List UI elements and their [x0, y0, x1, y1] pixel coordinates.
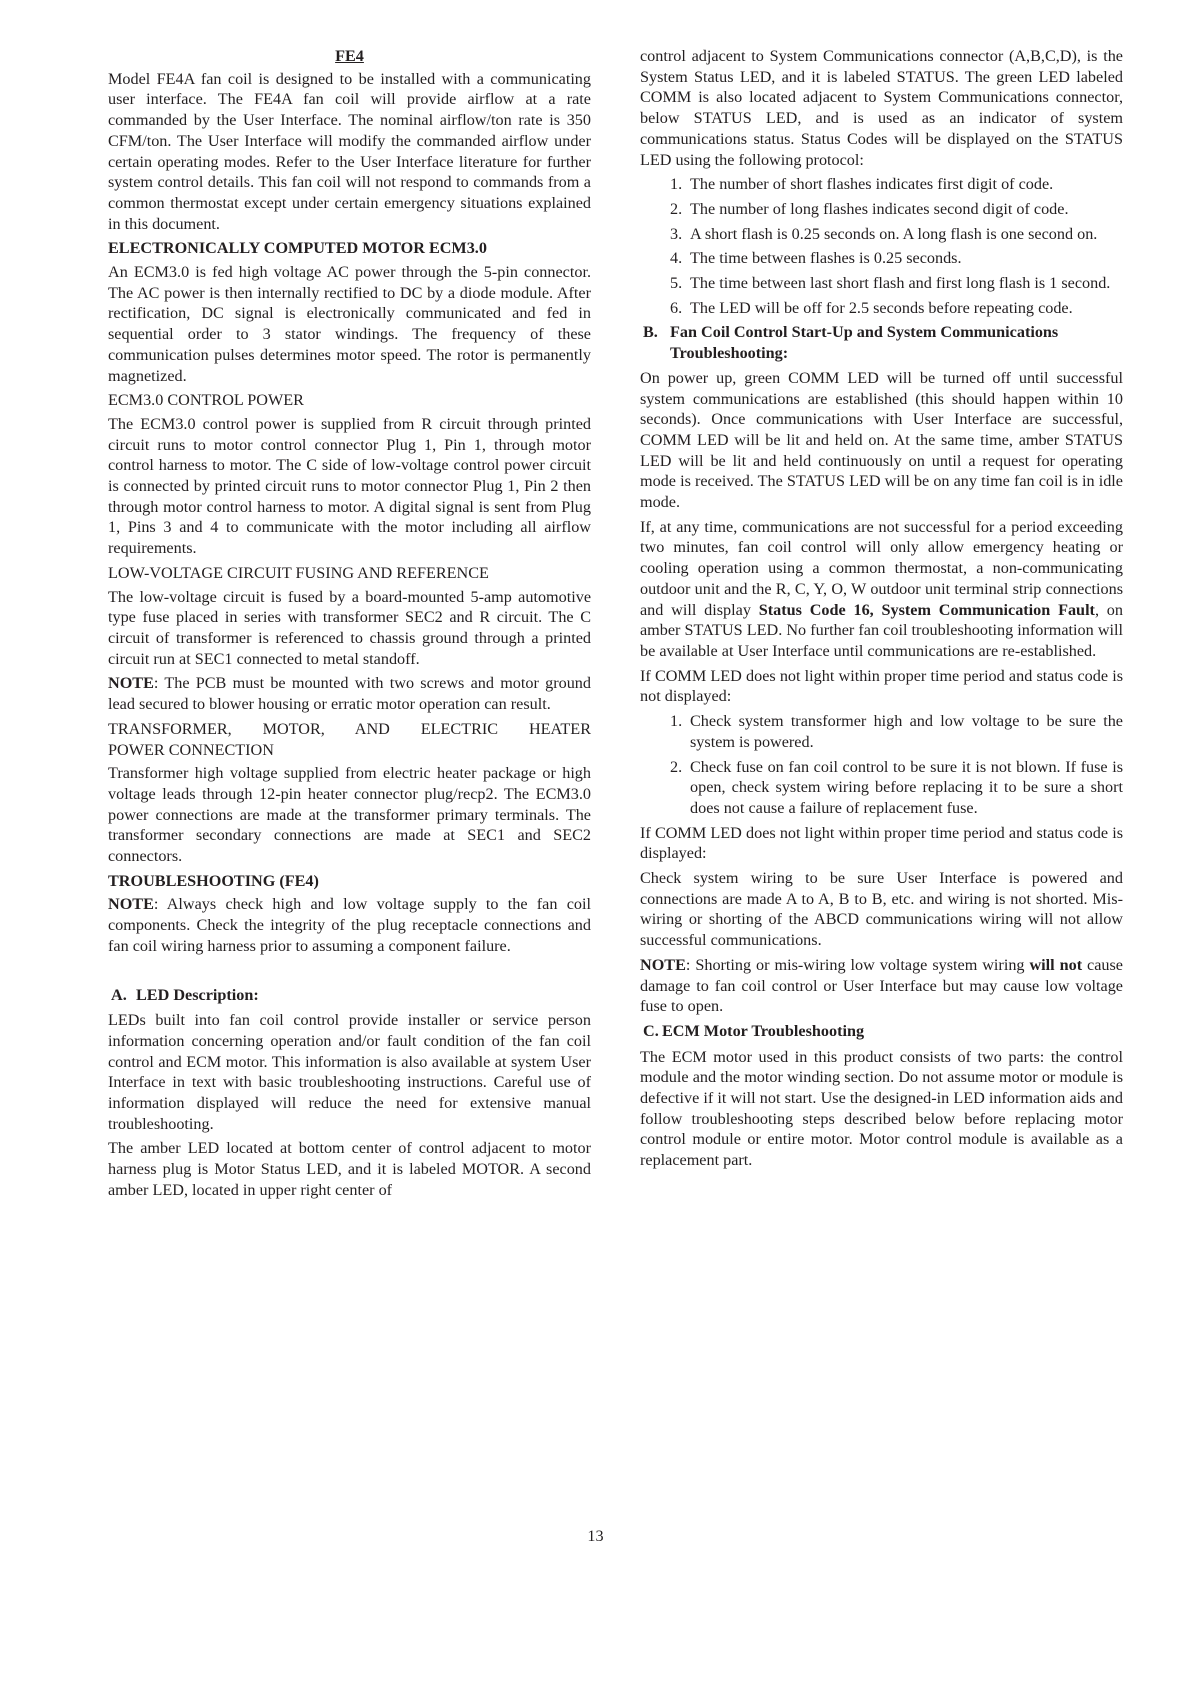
- startup-paragraph-2: If, at any time, communications are not successful for a period exceeding two minutes, fan coil control will only allow emergency heating or cooling operation using a common thermostat, a non-communicating outdoor unit and the R, C, Y, O, W outdoor unit terminal strip connections and will display Status Code 16, System Communication Fault, on amber STATUS LED. No further fan coil troubleshooting information will be available at User Interface until communications are re-established.: [640, 517, 1123, 660]
- right-column: [640, 46, 1123, 1175]
- heading-transformer-line2: POWER CONNECTION: [108, 740, 274, 759]
- status-led-paragraph: control adjacent to System Communications connector (A,B,C,D), is the System Status LED, and it is labeled STATUS. The green LED labeled COMM is also located adjacent to System Communications connector, below STATUS LED, and is used as an indicator of system communications status. Status Codes will be displayed on the STATUS LED using the following protocol:: [640, 47, 1123, 169]
- startup-paragraph-3: If COMM LED does not light within proper time period and status code is not displayed:: [640, 666, 1123, 706]
- subheading-letter: C.: [643, 1021, 659, 1040]
- note-label: NOTE: [108, 895, 154, 914]
- startup-paragraph-4: If COMM LED does not light within proper time period and status code is displayed:: [640, 823, 1123, 863]
- status-code-16: Status Code 16, System Communication Fault: [758, 600, 1095, 619]
- subheading-text: LED Description:: [136, 985, 259, 1004]
- heading-lv-fusing: LOW-VOLTAGE CIRCUIT FUSING AND REFERENCE: [108, 563, 489, 582]
- note-check-supply: [108, 894, 591, 956]
- ecm-motor-paragraph: The ECM motor used in this product consists of two parts: the control module and the motor winding section. Do not assume motor or module is defective if it will not start. Use the designed-in LED information aids and follow troubleshooting steps described below before replacing motor control module or entire motor. Motor control module is available as a replacement part.: [640, 1047, 1123, 1170]
- list-item: 4. The time between flashes is 0.25 seconds.: [670, 249, 962, 268]
- list-item: 1. Check system transformer high and low voltage to be sure the system is powered.: [670, 712, 1123, 751]
- heading-control-power: ECM3.0 CONTROL POWER: [108, 391, 304, 410]
- control-power-paragraph: The ECM3.0 control power is supplied from R circuit through printed circuit runs to motor control connector Plug 1, Pin 1, through motor control harness to motor. The C side of low-voltage control power circuit is connected by printed circuit runs to motor connector Plug 1, Pin 2 then through motor control harness to motor. A digital signal is sent from Plug 1, Pins 3 and 4 to communicate with the motor including all airflow requirements.: [108, 414, 591, 558]
- list-item: 3. A short flash is 0.25 seconds on. A long flash is one second on.: [670, 224, 1098, 243]
- heading-ecm: ELECTRONICALLY COMPUTED MOTOR ECM3.0: [108, 239, 487, 258]
- page-number: 13: [587, 1527, 604, 1545]
- ecm-paragraph: An ECM3.0 is fed high voltage AC power through the 5-pin connector. The AC power is then internally rectified to DC by a diode module. After rectification, DC signal is electronically communicated and fed in sequential order to 3 stator windings. The frequency of these communication pulses determines motor speed. The rotor is permanently magnetized.: [108, 263, 591, 385]
- check-list: [640, 711, 1123, 819]
- lv-fusing-paragraph: The low-voltage circuit is fused by a board-mounted 5-amp automotive type fuse placed in series with transformer SEC2 and R circuit. The C circuit of transformer is referenced to chassis ground through a printed circuit run at SEC1 connected to metal standoff.: [108, 587, 591, 668]
- subheading-letter: B.: [643, 323, 658, 342]
- left-column: [108, 46, 591, 1205]
- list-item: 2. Check fuse on fan coil control to be sure it is not blown. If fuse is open, check system wiring before replacing it to be sure a short does not cause a failure of replacement fuse.: [670, 757, 1123, 817]
- list-item: 5. The time between last short flash and first long flash is 1 second.: [670, 274, 1111, 293]
- list-item: 1. The number of short flashes indicates first digit of code.: [670, 175, 1054, 194]
- heading-transformer-line1: TRANSFORMER, MOTOR, AND ELECTRIC HEATER: [108, 719, 591, 738]
- list-item: 6. The LED will be off for 2.5 seconds before repeating code.: [670, 298, 1073, 317]
- led-paragraph-1: LEDs built into fan coil control provide installer or service person information concerning operation and/or fault condition of the fan coil control and ECM motor. This information is also available at system User Interface in text with basic troubleshooting instructions. Careful use of information displayed will reduce the need for extensive manual troubleshooting.: [108, 1011, 591, 1133]
- subheading-text: ECM Motor Troubleshooting: [662, 1021, 865, 1040]
- subheading-startup-troubleshooting: [640, 322, 1123, 363]
- subheading-led-description: [108, 985, 591, 1006]
- note-text: : The PCB must be mounted with two screws and motor ground lead secured to blower housing or erratic motor operation can result.: [108, 674, 591, 714]
- subheading-text: Fan Coil Control Start-Up and System Communications Troubleshooting:: [670, 323, 1059, 363]
- section-title: FE4: [335, 47, 364, 65]
- note-label: NOTE: [640, 955, 686, 974]
- transformer-paragraph: Transformer high voltage supplied from electric heater package or high voltage leads through 12-pin heater connector plug/recp2. The ECM3.0 power connections are made at the transformer primary terminals. The transformer secondary connections are made at SEC1 and SEC2 connectors.: [108, 764, 591, 866]
- list-item: 2. The number of long flashes indicates second digit of code.: [670, 199, 1069, 218]
- startup-paragraph-1: On power up, green COMM LED will be turned off until successful system communications are established (this should happen within 10 seconds). Once communications with User Interface are successful, COMM LED will be lit and held on. At the same time, amber STATUS LED will be lit and held continuously on until a request for operating mode is received. The STATUS LED will be on any time fan coil is in idle mode.: [640, 368, 1123, 512]
- note-label: NOTE: [108, 674, 154, 693]
- startup-paragraph-5: Check system wiring to be sure User Interface is powered and connections are made A to A, B to B, etc. and wiring is not shorted. Mis-wiring or shorting of the ABCD communications wiring will not allow successful communications.: [640, 869, 1123, 950]
- note-pcb: [108, 673, 591, 714]
- subheading-ecm-motor-troubleshooting: [640, 1021, 1123, 1042]
- led-paragraph-2: The amber LED located at bottom center of control adjacent to motor harness plug is Motor Status LED, and it is labeled MOTOR. A second amber LED, located in upper right center of: [108, 1139, 591, 1199]
- note-text: : Always check high and low voltage supply to the fan coil components. Check the integrity of the plug receptacle connections and fan coil wiring harness prior to assuming a component failure.: [108, 895, 591, 955]
- heading-troubleshooting: TROUBLESHOOTING (FE4): [108, 871, 319, 890]
- intro-paragraph: Model FE4A fan coil is designed to be installed with a communicating user interface. The FE4A fan coil will provide airflow at a rate commanded by the User Interface. The nominal airflow/ton rate is 350 CFM/ton. The User Interface will modify the commanded airflow under certain operating modes. Refer to the User Interface literature for further system control details. This fan coil will not respond to commands from a common thermostat except under certain emergency situations explained in this document.: [108, 69, 591, 233]
- subheading-letter: A.: [111, 985, 127, 1004]
- protocol-list: [640, 174, 1123, 318]
- note-shorting: NOTE: Shorting or mis-wiring low voltage system wiring will not cause damage to fan coil control or User Interface but may cause low voltage fuse to open.: [640, 955, 1123, 1016]
